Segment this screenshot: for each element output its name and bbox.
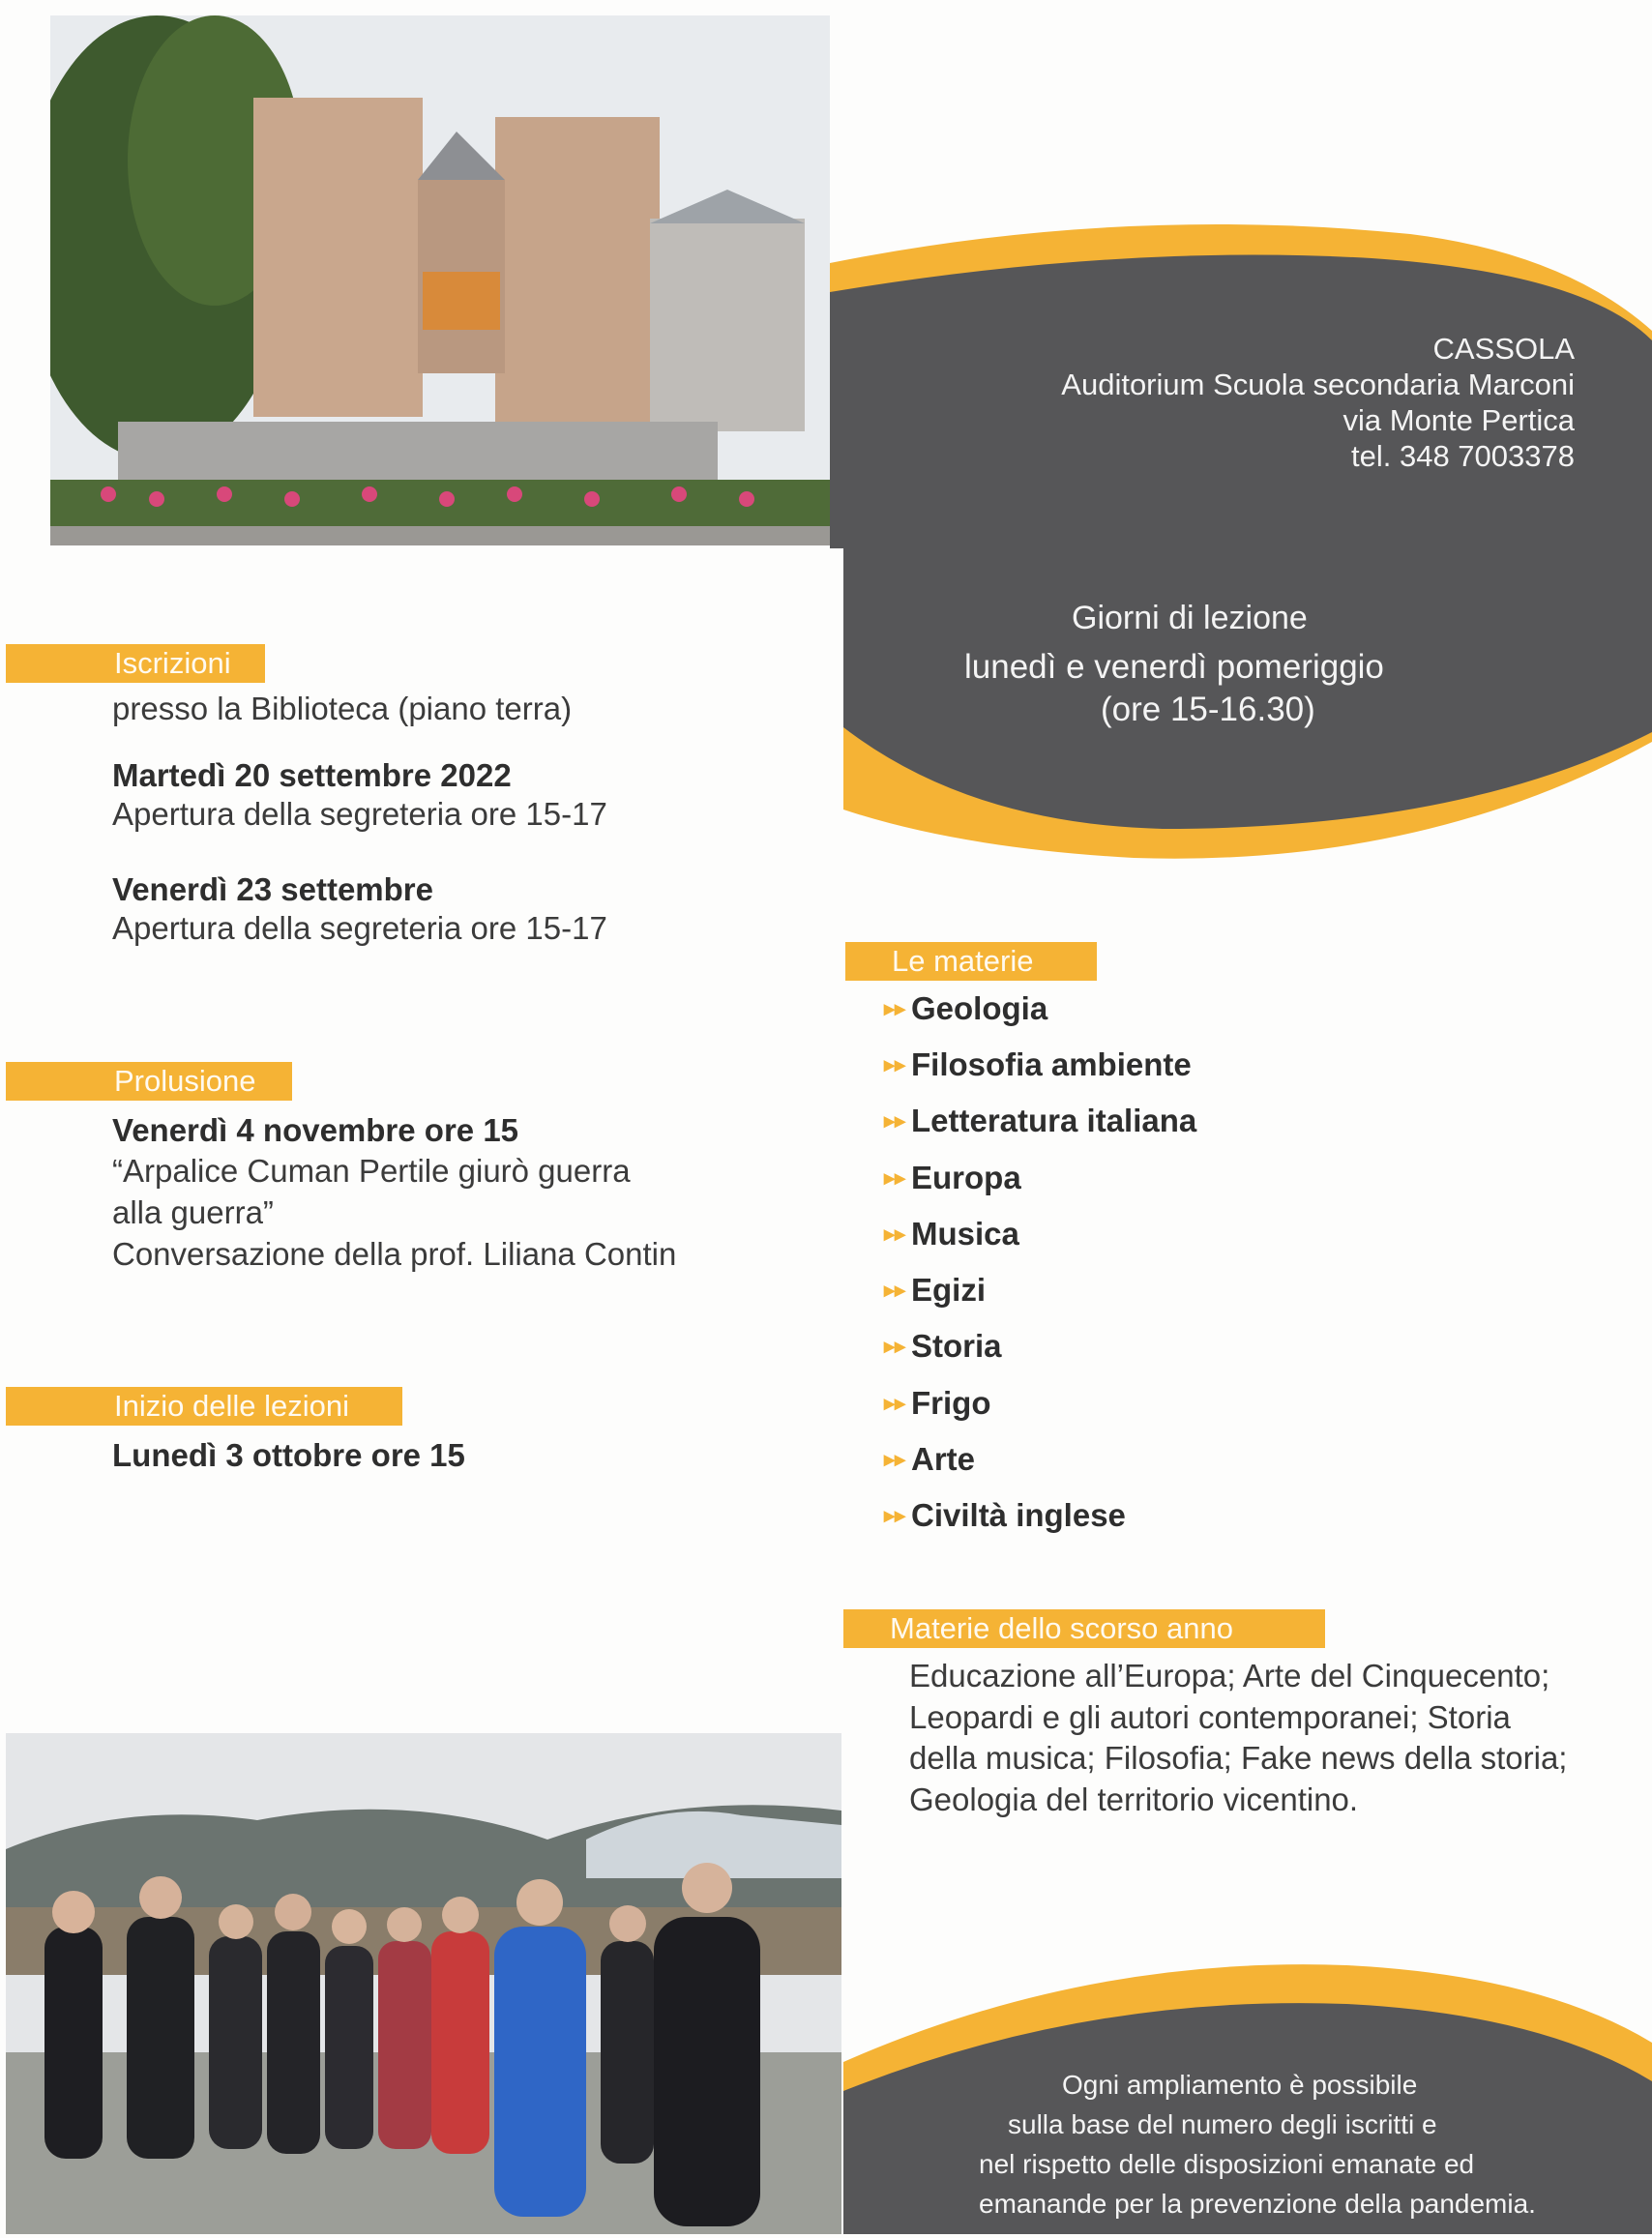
materie-header: Le materie xyxy=(845,942,1097,981)
lessons-title: Giorni di lezione xyxy=(1072,600,1308,636)
lessons-days: lunedì e venerdì pomeriggio xyxy=(964,648,1384,686)
ampliamento-line-2: sulla base del numero degli iscritti e xyxy=(1008,2109,1437,2139)
inizio-header: Inizio delle lezioni xyxy=(6,1387,402,1426)
venue-place: Auditorium Scuola secondaria Marconi xyxy=(1061,368,1575,401)
subject-item: ▸▸ Egizi xyxy=(884,1272,987,1308)
iscrizioni-date-2: Venerdì 23 settembre xyxy=(112,871,433,907)
double-arrow-icon: ▸▸ xyxy=(884,1108,906,1133)
ampliamento-line-3: nel rispetto delle disposizioni emanate ed xyxy=(979,2149,1475,2179)
iscrizioni-header: Iscrizioni xyxy=(6,644,265,683)
subject-item: ▸▸ Arte xyxy=(884,1441,976,1477)
venue-street: via Monte Pertica xyxy=(1342,403,1575,437)
scorso-line-1: Educazione all’Europa; Arte del Cinquecento; xyxy=(909,1658,1550,1693)
double-arrow-icon: ▸▸ xyxy=(884,1165,906,1190)
scorso-line-3: della musica; Filosofia; Fake news della storia; xyxy=(909,1740,1568,1776)
double-arrow-icon: ▸▸ xyxy=(884,1278,906,1302)
subject-item: ▸▸ Geologia xyxy=(884,990,1048,1026)
double-arrow-icon: ▸▸ xyxy=(884,1447,906,1471)
subject-item: ▸▸ Musica xyxy=(884,1216,1019,1252)
scorso-header: Materie dello scorso anno xyxy=(843,1609,1325,1648)
double-arrow-icon: ▸▸ xyxy=(884,1222,906,1246)
subject-item: ▸▸ Storia xyxy=(884,1328,1002,1364)
prolusione-line-3: Conversazione della prof. Liliana Contin xyxy=(112,1236,677,1272)
scorso-line-2: Leopardi e gli autori contemporanei; Storia xyxy=(909,1699,1511,1735)
inizio-date: Lunedì 3 ottobre ore 15 xyxy=(112,1437,465,1473)
venue-town: CASSOLA xyxy=(1432,332,1575,366)
subject-item: ▸▸ Letteratura italiana xyxy=(884,1103,1197,1138)
scorso-line-4: Geologia del territorio vicentino. xyxy=(909,1782,1359,1817)
double-arrow-icon: ▸▸ xyxy=(884,1052,906,1076)
iscrizioni-date-1: Martedì 20 settembre 2022 xyxy=(112,757,512,793)
subject-item: ▸▸ Civiltà inglese xyxy=(884,1497,1126,1533)
subject-item: ▸▸ Europa xyxy=(884,1160,1021,1195)
lessons-hours: (ore 15-16.30) xyxy=(1101,691,1315,728)
subject-item: ▸▸ Filosofia ambiente xyxy=(884,1046,1192,1082)
double-arrow-icon: ▸▸ xyxy=(884,1334,906,1358)
school-building-photo xyxy=(50,15,830,545)
iscrizioni-note-2: Apertura della segreteria ore 15-17 xyxy=(112,910,607,946)
double-arrow-icon: ▸▸ xyxy=(884,1503,906,1527)
group-photo xyxy=(6,1733,841,2234)
prolusione-header: Prolusione xyxy=(6,1062,292,1101)
double-arrow-icon: ▸▸ xyxy=(884,1391,906,1415)
iscrizioni-note-1: Apertura della segreteria ore 15-17 xyxy=(112,796,607,832)
subject-item: ▸▸ Frigo xyxy=(884,1385,991,1421)
iscrizioni-place: presso la Biblioteca (piano terra) xyxy=(112,691,573,726)
double-arrow-icon: ▸▸ xyxy=(884,996,906,1020)
ampliamento-line-4: emanande per la prevenzione della pandemia. xyxy=(979,2189,1536,2219)
prolusione-date: Venerdì 4 novembre ore 15 xyxy=(112,1112,519,1148)
ampliamento-line-1: Ogni ampliamento è possibile xyxy=(1062,2070,1418,2100)
prolusione-line-1: “Arpalice Cuman Pertile giurò guerra xyxy=(112,1153,631,1189)
prolusione-line-2: alla guerra” xyxy=(112,1194,274,1230)
venue-phone: tel. 348 7003378 xyxy=(1351,439,1575,473)
